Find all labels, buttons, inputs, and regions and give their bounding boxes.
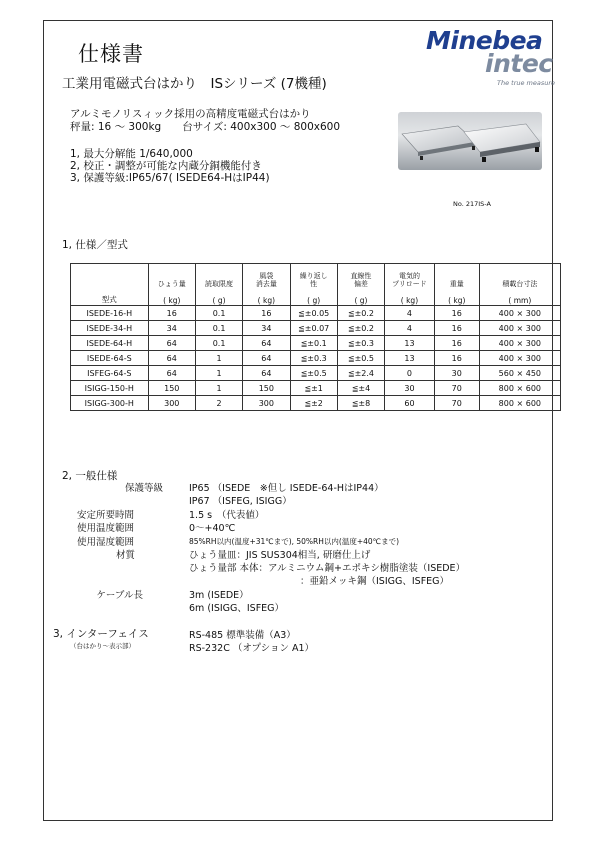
header-cell: [71, 264, 149, 292]
spec-cell: 16: [434, 306, 479, 321]
spec-cell: 64: [243, 336, 290, 351]
spec-cell: ≦±0.05: [290, 306, 337, 321]
interface-section-heading: 3, インターフェイス: [53, 628, 149, 640]
cable-length-value-2: 6m (ISIGG、ISFEG）: [189, 603, 285, 614]
spec-cell: ≦±1: [290, 381, 337, 396]
spec-cell: ≦±2.4: [337, 366, 384, 381]
table-header-row-top: [71, 264, 561, 292]
feature-2: 2, 校正・調整が可能な内蔵分銅機能付き: [70, 160, 262, 172]
spec-cell: 64: [243, 366, 290, 381]
logo-minebea: Minebea: [426, 26, 543, 55]
model-cell: ISEDE-16-H: [71, 306, 149, 321]
spec-cell: 300: [243, 396, 290, 411]
spec-cell: 64: [243, 351, 290, 366]
spec-cell: 150: [148, 381, 195, 396]
table-header-row-units: [71, 291, 561, 306]
model-cell: ISIGG-300-H: [71, 396, 149, 411]
spec-cell: 16: [434, 351, 479, 366]
spec-cell: ≦±0.3: [290, 351, 337, 366]
header-cell: 風袋 消去量: [243, 264, 290, 292]
table-row: [71, 336, 561, 351]
spec-cell: 30: [434, 366, 479, 381]
model-cell: ISFEG-64-S: [71, 366, 149, 381]
header-cell: 直線性 偏差: [337, 264, 384, 292]
cable-length-label: ケーブル長: [96, 590, 143, 601]
feature-3: 3, 保護等級:IP65/67( ISEDE64-HはIP44): [70, 172, 270, 184]
spec-cell: 34: [243, 321, 290, 336]
spec-cell: ≦±8: [337, 396, 384, 411]
humidity-label: 使用湿度範囲: [76, 537, 134, 548]
header-cell: ひょう量: [148, 264, 195, 292]
table-row: [71, 396, 561, 411]
spec-cell: 560 × 450: [479, 366, 560, 381]
spec-cell: 300: [148, 396, 195, 411]
spec-cell: 0: [385, 366, 435, 381]
table-row: [71, 381, 561, 396]
temperature-value: 0～+40℃: [189, 523, 236, 534]
header-cell: 電気的 プリロード: [385, 264, 435, 292]
table-row: [71, 351, 561, 366]
table-row: [71, 321, 561, 336]
material-value-1: ひょう量皿：JIS SUS304相当, 研磨仕上げ: [189, 550, 371, 561]
spec-cell: 16: [434, 336, 479, 351]
model-cell: ISIGG-150-H: [71, 381, 149, 396]
header-unit-cell: ( g): [195, 291, 242, 306]
spec-cell: ≦±0.07: [290, 321, 337, 336]
spec-cell: 60: [385, 396, 435, 411]
spec-cell: ≦±4: [337, 381, 384, 396]
spec-cell: 0.1: [195, 321, 242, 336]
protection-value-1: IP65 （ISEDE ※但し ISEDE-64-HはIP44）: [189, 483, 384, 494]
header-unit-cell: ( g): [337, 291, 384, 306]
model-cell: ISEDE-64-H: [71, 336, 149, 351]
protection-value-2: IP67 （ISFEG, ISIGG）: [189, 496, 292, 507]
logo-tagline: The true measure: [497, 79, 556, 87]
spec-cell: ≦±0.2: [337, 321, 384, 336]
material-value-3: ：亜鉛メッキ鋼（ISIGG、ISFEG）: [300, 576, 450, 587]
general-section-heading: 2, 一般仕様: [62, 470, 118, 482]
header-unit-cell: ( mm): [479, 291, 560, 306]
header-unit-cell: ( kg): [385, 291, 435, 306]
spec-section-heading: 1, 仕様／型式: [62, 239, 128, 251]
spec-cell: 34: [148, 321, 195, 336]
spec-cell: 4: [385, 306, 435, 321]
settle-time-label: 安定所要時間: [76, 510, 134, 521]
spec-cell: 400 × 300: [479, 351, 560, 366]
intro-line-2: 秤量: 16 ～ 300kg 台サイズ: 400x300 ～ 800x600: [70, 121, 341, 133]
table-row: [71, 366, 561, 381]
spec-cell: 1: [195, 366, 242, 381]
intro-line-1: アルミモノリスィック採用の高精度電磁式台はかり: [70, 108, 311, 120]
spec-table: [70, 263, 561, 411]
spec-table-body: [71, 306, 561, 411]
protection-label: 保護等級: [124, 483, 163, 494]
spec-cell: 1: [195, 351, 242, 366]
spec-cell: 4: [385, 321, 435, 336]
settle-time-value: 1.5 s （代表値）: [189, 510, 265, 521]
spec-cell: 1: [195, 381, 242, 396]
header-unit-cell: 型式: [71, 291, 149, 306]
scale-platforms-image: [398, 112, 542, 170]
spec-cell: 16: [148, 306, 195, 321]
spec-cell: 400 × 300: [479, 321, 560, 336]
humidity-value: 85%RH以内(温度+31℃まで), 50%RH以内(温度+40℃まで): [189, 537, 400, 546]
spec-cell: 150: [243, 381, 290, 396]
header-unit-cell: ( g): [290, 291, 337, 306]
header-unit-cell: ( kg): [434, 291, 479, 306]
spec-cell: 400 × 300: [479, 306, 560, 321]
page-subtitle: 工業用電磁式台はかり ISシリーズ (7機種): [62, 76, 327, 92]
spec-cell: 2: [195, 396, 242, 411]
spec-cell: 0.1: [195, 336, 242, 351]
header-unit-cell: ( kg): [243, 291, 290, 306]
header-cell: 積載台寸法: [479, 264, 560, 292]
spec-cell: ≦±0.5: [337, 351, 384, 366]
model-cell: ISEDE-64-S: [71, 351, 149, 366]
page-title: 仕様書: [78, 42, 144, 66]
spec-cell: 800 × 600: [479, 396, 560, 411]
spec-cell: 30: [385, 381, 435, 396]
spec-cell: 64: [148, 366, 195, 381]
spec-cell: 13: [385, 336, 435, 351]
spec-cell: 800 × 600: [479, 381, 560, 396]
spec-cell: 16: [243, 306, 290, 321]
document-number: No. 217IS-A: [453, 200, 491, 208]
temperature-label: 使用温度範囲: [76, 523, 134, 534]
spec-cell: 13: [385, 351, 435, 366]
spec-cell: ≦±0.1: [290, 336, 337, 351]
spec-cell: ≦±2: [290, 396, 337, 411]
spec-cell: ≦±0.5: [290, 366, 337, 381]
interface-value-1: RS-485 標準装備（A3）: [189, 630, 296, 641]
table-row: [71, 306, 561, 321]
spec-cell: 70: [434, 396, 479, 411]
header-cell: 重量: [434, 264, 479, 292]
logo-intec: intec: [485, 49, 553, 78]
material-value-2: ひょう量部 本体：アルミニウム鋼+エポキシ樹脂塗装（ISEDE）: [189, 563, 466, 574]
spec-cell: 16: [434, 321, 479, 336]
product-photo: [398, 112, 542, 170]
interface-value-2: RS-232C （オプション A1）: [189, 643, 315, 654]
spec-cell: ≦±0.2: [337, 306, 384, 321]
model-cell: ISEDE-34-H: [71, 321, 149, 336]
header-cell: 繰り返し 性: [290, 264, 337, 292]
spec-cell: 0.1: [195, 306, 242, 321]
header-unit-cell: ( kg): [148, 291, 195, 306]
feature-1: 1, 最大分解能 1/640,000: [70, 148, 193, 160]
cable-length-value-1: 3m (ISEDE）: [189, 590, 249, 601]
spec-cell: 400 × 300: [479, 336, 560, 351]
spec-cell: 64: [148, 336, 195, 351]
interface-note: （台はかり～表示部）: [70, 642, 135, 650]
spec-cell: 70: [434, 381, 479, 396]
spec-cell: ≦±0.3: [337, 336, 384, 351]
spec-cell: 64: [148, 351, 195, 366]
header-cell: 読取限度: [195, 264, 242, 292]
material-label: 材質: [115, 550, 135, 561]
